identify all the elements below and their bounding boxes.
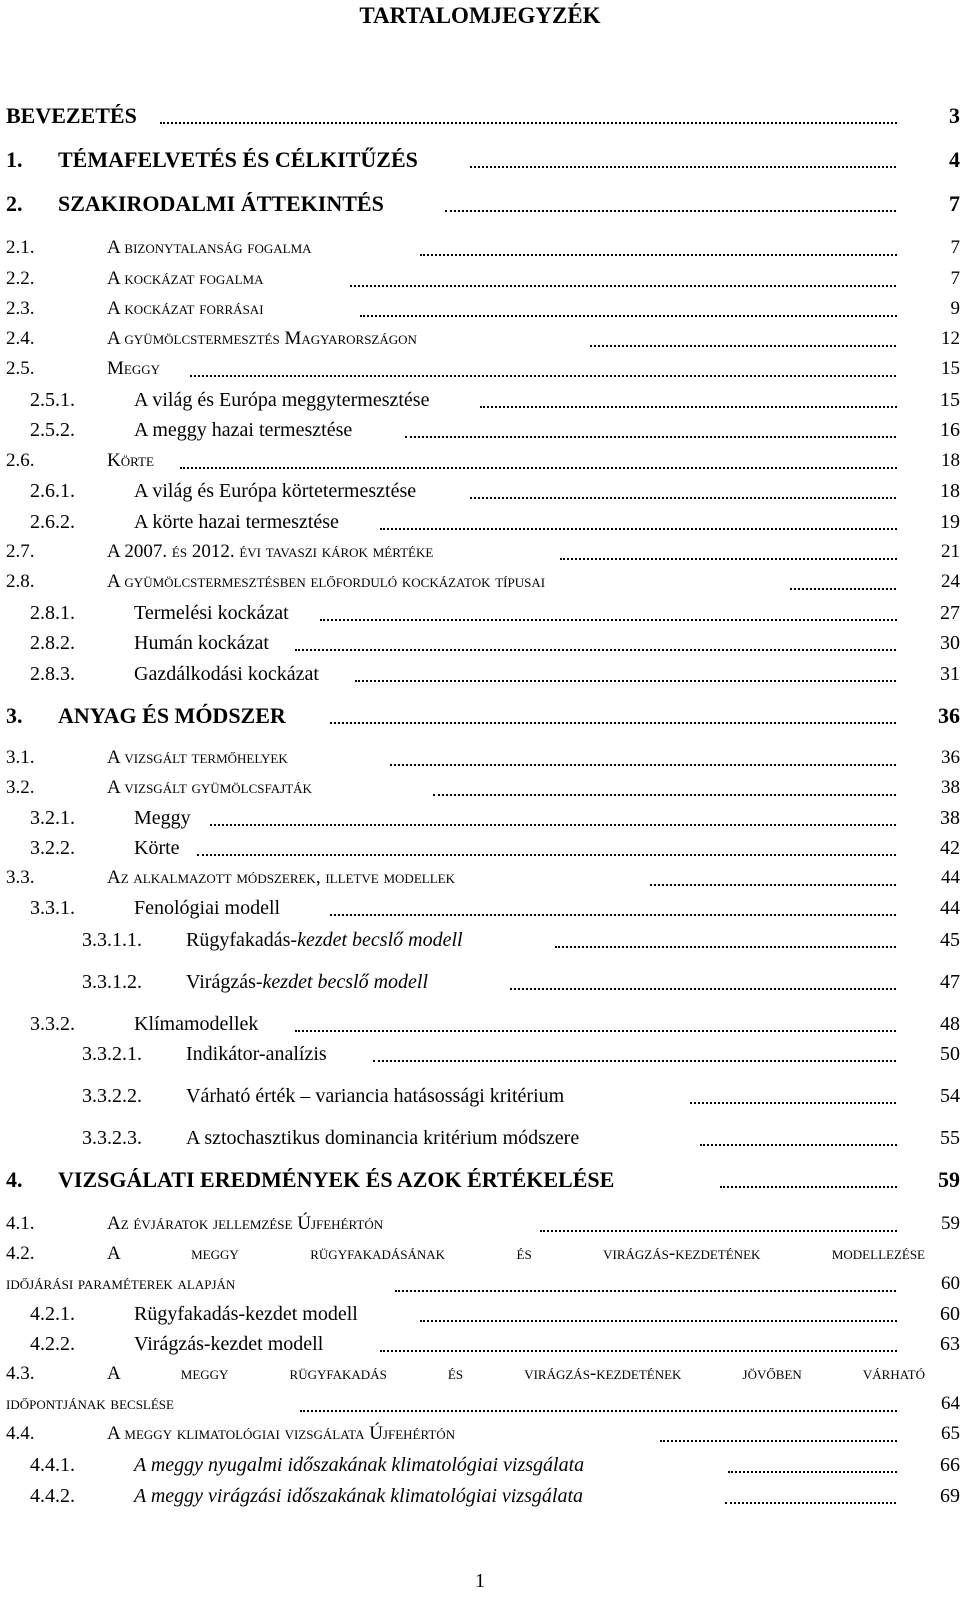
toc-entry[interactable] [0, 702, 960, 730]
toc-entry[interactable] [0, 1482, 960, 1510]
toc-number: 2.8.2. [30, 629, 77, 657]
toc-page: 21 [898, 538, 960, 566]
toc-page: 48 [898, 1010, 960, 1038]
toc-entry[interactable] [0, 1300, 960, 1328]
toc-page: 55 [898, 1124, 960, 1152]
toc-page: 38 [898, 804, 960, 832]
toc-label: A kockázat fogalma [107, 265, 266, 293]
toc-number: 2.5.2. [30, 416, 77, 444]
toc-label: ANYAG ÉS MÓDSZER [58, 703, 286, 728]
dot-leader [560, 558, 920, 560]
toc-label-cont: időjárási paraméterek alapján [6, 1270, 237, 1298]
toc-entry[interactable] [0, 1082, 960, 1110]
toc-number: 2.8.1. [30, 599, 77, 627]
dot-leader [380, 528, 920, 530]
toc-page: 24 [898, 568, 960, 596]
dot-leader [350, 285, 920, 287]
toc-number: 3.2. [6, 774, 37, 802]
toc-entry[interactable] [0, 1270, 960, 1298]
toc-number: 3.3.2.1. [82, 1040, 144, 1068]
toc-number: 3.3.2.3. [82, 1124, 144, 1152]
toc-entry[interactable] [0, 629, 960, 657]
dot-leader [660, 1440, 920, 1442]
toc-page: 27 [898, 599, 960, 627]
toc-page: 47 [898, 968, 960, 996]
toc-entry[interactable] [0, 744, 960, 772]
toc-page: 12 [898, 325, 960, 353]
toc-label: A világ és Európa meggytermesztése [134, 386, 431, 414]
toc-label: A meggy klimatológiai vizsgálata Újfehértón [107, 1420, 457, 1448]
toc-number: 3.2.2. [30, 834, 77, 862]
toc-label: VIZSGÁLATI EREDMÉNYEK ÉS AZOK ÉRTÉKELÉSE [58, 1167, 615, 1192]
toc-number: 4.4.2. [30, 1482, 77, 1510]
toc-label: A meggy hazai termesztése [134, 416, 354, 444]
toc-page: 19 [898, 508, 960, 536]
toc-page: 9 [898, 295, 960, 323]
dot-leader [380, 1350, 920, 1352]
toc-entry[interactable] [0, 804, 960, 832]
toc-number: 2.1. [6, 234, 37, 262]
toc-entry-line1[interactable] [0, 1360, 925, 1388]
toc-number: 4.1. [6, 1210, 37, 1238]
toc-entry[interactable] [0, 1210, 960, 1238]
toc-number: 2.2. [6, 265, 37, 293]
toc-entry[interactable] [0, 1390, 960, 1418]
toc-entry[interactable] [0, 568, 960, 596]
dot-leader [160, 122, 920, 124]
toc-label-italic: kezdet becslő modell [297, 929, 463, 951]
toc-entry[interactable] [0, 416, 960, 444]
toc-label-italic: kezdet becslő modell [262, 971, 429, 993]
toc-label [186, 968, 430, 996]
toc-page: 50 [898, 1040, 960, 1068]
dot-leader [190, 375, 920, 377]
toc-entry[interactable] [0, 1166, 960, 1194]
dot-leader [728, 1471, 920, 1473]
toc-entry[interactable] [0, 599, 960, 627]
toc-label: Várható érték – variancia hatásossági kritérium [186, 1082, 566, 1110]
dot-leader [470, 166, 920, 168]
toc-number: 4. [6, 1167, 23, 1192]
toc-page: 15 [898, 355, 960, 383]
toc-page: 60 [898, 1270, 960, 1298]
toc-number: 2.7. [6, 538, 37, 566]
toc-label: Fenológiai modell [134, 894, 282, 922]
toc-page: 42 [898, 834, 960, 862]
dot-leader [300, 1410, 920, 1412]
toc-label: A meggy rügyfakadás és virágzás-kezdetének jövőben várható [107, 1363, 925, 1384]
toc-page: 64 [898, 1390, 960, 1418]
toc-label: SZAKIRODALMI ÁTTEKINTÉS [58, 191, 384, 216]
toc-number: 3.3.1.1. [82, 926, 144, 954]
dot-leader [390, 764, 920, 766]
toc-label: A bizonytalanság fogalma [107, 234, 314, 262]
toc-number: 2.8.3. [30, 660, 77, 688]
toc-entry[interactable] [0, 864, 960, 892]
toc-label: Körte [134, 834, 182, 862]
toc-entry[interactable] [0, 190, 960, 218]
toc-label: Meggy [134, 804, 193, 832]
dot-leader [360, 315, 920, 317]
toc-number: 3.3.1.2. [82, 968, 144, 996]
toc-label: Humán kockázat [134, 629, 271, 657]
toc-label: TÉMAFELVETÉS ÉS CÉLKITŰZÉS [58, 147, 418, 172]
dot-leader [395, 1290, 920, 1292]
toc-entry[interactable] [0, 1451, 960, 1479]
toc-entry[interactable] [0, 968, 960, 996]
toc-page: 31 [898, 660, 960, 688]
toc-page: 4 [898, 146, 960, 174]
toc-entry[interactable] [0, 508, 960, 536]
page-number: 1 [475, 1570, 485, 1592]
toc-entry[interactable] [0, 102, 960, 130]
toc-number: 3. [6, 703, 23, 728]
toc-number: 2.4. [6, 325, 37, 353]
toc-label: A vizsgált gyümölcsfajták [107, 774, 314, 802]
toc-number: 2.6.1. [30, 477, 77, 505]
dot-leader [720, 1186, 920, 1188]
toc-label: A meggy rügyfakadásának és virágzás-kezdetének modellezése [107, 1243, 925, 1264]
toc-entry[interactable] [0, 447, 960, 475]
dot-leader [555, 946, 920, 948]
dot-leader [590, 345, 920, 347]
toc-page: 16 [898, 416, 960, 444]
toc-entry[interactable] [0, 386, 960, 414]
toc-number: 2.6. [6, 447, 37, 475]
toc-page: 59 [898, 1166, 960, 1194]
toc-number: 3.1. [6, 744, 37, 772]
toc-label: A 2007. és 2012. évi tavaszi károk mértéke [107, 538, 435, 566]
toc-number: 3.3.2. [30, 1010, 77, 1038]
dot-leader [320, 619, 920, 621]
toc-label: Meggy [107, 355, 162, 383]
toc-entry[interactable] [0, 325, 960, 353]
dot-leader [180, 467, 920, 469]
toc-entry[interactable] [0, 926, 960, 954]
toc-label: A meggy nyugalmi időszakának klimatológiai vizsgálata [134, 1451, 586, 1479]
toc-label: A gyümölcstermesztés Magyarországon [107, 325, 419, 353]
toc-label-part: Rügyfakadás- [186, 929, 298, 951]
dot-leader [420, 1320, 920, 1322]
dot-leader [470, 497, 920, 499]
toc-label: Indikátor-analízis [186, 1040, 329, 1068]
toc-label: Körte [107, 447, 156, 475]
toc-entry[interactable] [0, 234, 960, 262]
toc-page: 60 [898, 1300, 960, 1328]
dot-leader [725, 1502, 920, 1504]
dot-leader [210, 824, 920, 826]
toc-number: 4.4.1. [30, 1451, 77, 1479]
toc-page: 69 [898, 1482, 960, 1510]
toc-entry[interactable] [0, 1124, 960, 1152]
dot-leader [197, 854, 920, 856]
toc-label: Az évjáratok jellemzése Újfehértón [107, 1210, 385, 1238]
toc-page: 63 [898, 1330, 960, 1358]
toc-entry[interactable] [0, 538, 960, 566]
dot-leader [700, 1144, 920, 1146]
toc-label: A sztochasztikus dominancia kritérium módszere [186, 1124, 581, 1152]
toc-label: A körte hazai termesztése [134, 508, 341, 536]
dot-leader [480, 406, 920, 408]
toc-label: A világ és Európa körtetermesztése [134, 477, 418, 505]
toc-number: 4.2.1. [30, 1300, 77, 1328]
dot-leader [433, 794, 920, 796]
toc-page: 7 [898, 265, 960, 293]
toc-label-part: Virágzás- [186, 971, 263, 993]
toc-label: A vizsgált termőhelyek [107, 744, 290, 772]
toc-label: Az alkalmazott módszerek, illetve modellek [107, 864, 457, 892]
toc-title: TARTALOMJEGYZÉK [359, 3, 601, 28]
toc-label: Rügyfakadás-kezdet modell [134, 1300, 360, 1328]
dot-leader [330, 914, 920, 916]
toc-label: A meggy virágzási időszakának klimatológiai vizsgálata [134, 1482, 585, 1510]
toc-number: 2.3. [6, 295, 37, 323]
toc-number: 2.5.1. [30, 386, 77, 414]
toc-page: 44 [898, 894, 960, 922]
toc-label: A kockázat forrásai [107, 295, 266, 323]
toc-page: 30 [898, 629, 960, 657]
toc-number: 2.8. [6, 568, 37, 596]
dot-leader [355, 680, 920, 682]
toc-page: 54 [898, 1082, 960, 1110]
toc-entry[interactable] [0, 355, 960, 383]
dot-leader [650, 884, 920, 886]
toc-page: 44 [898, 864, 960, 892]
toc-entry[interactable] [0, 1040, 960, 1068]
toc-page: 7 [898, 190, 960, 218]
toc-number: 1. [6, 147, 23, 172]
toc-label: Klímamodellek [134, 1010, 260, 1038]
toc-number: 2. [6, 191, 23, 216]
dot-leader [330, 722, 920, 724]
toc-page: 15 [898, 386, 960, 414]
toc-number: 3.3. [6, 864, 37, 892]
toc-number: 4.4. [6, 1420, 37, 1448]
toc-entry[interactable] [0, 146, 960, 174]
toc-page: 65 [898, 1420, 960, 1448]
toc-entry[interactable] [0, 660, 960, 688]
toc-label: Virágzás-kezdet modell [134, 1330, 325, 1358]
dot-leader [690, 1102, 920, 1104]
toc-label-cont: időpontjának becslése [6, 1390, 176, 1418]
toc-page: 36 [898, 702, 960, 730]
toc-page: 38 [898, 774, 960, 802]
toc-entry[interactable] [0, 1420, 960, 1448]
toc-label [186, 926, 465, 954]
toc-label: A gyümölcstermesztésben előforduló kockázatok típusai [107, 568, 547, 596]
toc-entry[interactable] [0, 295, 960, 323]
toc-label: Termelési kockázat [134, 599, 291, 627]
dot-leader [540, 1230, 920, 1232]
dot-leader [373, 1060, 920, 1062]
toc-number: 3.3.1. [30, 894, 77, 922]
toc-page: 45 [898, 926, 960, 954]
toc-entry[interactable] [0, 774, 960, 802]
dot-leader [295, 1030, 920, 1032]
toc-page: 66 [898, 1451, 960, 1479]
toc-number: 3.2.1. [30, 804, 77, 832]
toc-number: 4.2.2. [30, 1330, 77, 1358]
toc-entry[interactable] [0, 265, 960, 293]
toc-number: 2.6.2. [30, 508, 77, 536]
toc-entry-line1[interactable] [0, 1240, 925, 1268]
toc-number: 3.3.2.2. [82, 1082, 144, 1110]
toc-entry[interactable] [0, 1330, 960, 1358]
toc-page: 18 [898, 477, 960, 505]
toc-entry[interactable] [0, 477, 960, 505]
toc-entry[interactable] [0, 1010, 960, 1038]
toc-entry[interactable] [0, 834, 960, 862]
toc-number: 4.3. [6, 1360, 37, 1388]
toc-page: 36 [898, 744, 960, 772]
toc-page: 7 [898, 234, 960, 262]
dot-leader [295, 649, 920, 651]
dot-leader [445, 210, 920, 212]
toc-page: 18 [898, 447, 960, 475]
toc-number: 4.2. [6, 1240, 37, 1268]
dot-leader [510, 988, 920, 990]
toc-page: 3 [898, 102, 960, 130]
toc-page: 59 [898, 1210, 960, 1238]
toc-label: BEVEZETÉS [6, 103, 137, 128]
dot-leader [405, 436, 920, 438]
toc-label: Gazdálkodási kockázat [134, 660, 321, 688]
toc-number: 2.5. [6, 355, 37, 383]
dot-leader [420, 254, 920, 256]
toc-entry[interactable] [0, 894, 960, 922]
